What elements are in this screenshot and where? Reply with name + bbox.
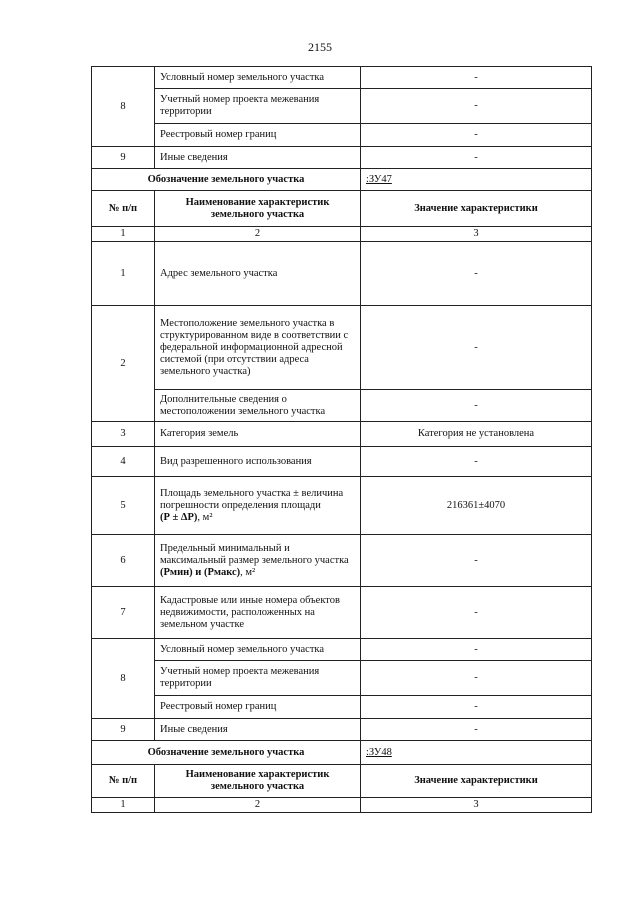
table-row [92,447,592,477]
column-number-row [92,798,592,813]
page-number: 2155 [308,40,332,54]
characteristic-name: Иные сведения [155,147,361,169]
table-row [92,67,592,89]
row-number: 1 [92,242,155,306]
characteristic-value: - [361,719,592,741]
row-number: 7 [92,587,155,639]
characteristic-value: - [361,587,592,639]
col-number: 3 [361,798,592,813]
characteristic-name: Учетный номер проекта межевания территории [155,89,361,124]
characteristic-value: - [361,696,592,719]
row-number: 9 [92,147,155,169]
plot-code: :ЗУ47 [366,173,392,185]
table-row [92,306,592,390]
characteristic-value: - [361,639,592,661]
plot-designation-row [92,169,592,191]
characteristic-value: - [361,124,592,147]
col-header-name: Наименование характеристик земельного участка [155,191,361,227]
column-header-row [92,765,592,798]
characteristic-name: Условный номер земельного участка [155,67,361,89]
table-row [92,124,592,147]
table-row [92,477,592,535]
col-number: 1 [92,798,155,813]
characteristic-name: Вид разрешенного использования [155,447,361,477]
plot-designation-code [361,169,592,191]
plot-designation-label: Обозначение земельного участка [92,169,361,191]
characteristic-value: - [361,147,592,169]
unit-label: , м² [240,566,256,578]
characteristic-value: - [361,89,592,124]
characteristic-name: Учетный номер проекта межевания территории [155,661,361,696]
characteristic-value: - [361,242,592,306]
characteristic-value: - [361,447,592,477]
table-row [92,587,592,639]
col-header-name: Наименование характеристик земельного участка [155,765,361,798]
column-number-row [92,227,592,242]
col-header-value: Значение характеристики [361,191,592,227]
row-number: 8 [92,67,155,147]
table-row [92,242,592,306]
row-number: 6 [92,535,155,587]
plot-designation-code [361,741,592,765]
unit-label: , м² [197,511,213,523]
col-number: 2 [155,227,361,242]
col-number: 2 [155,798,361,813]
characteristic-name: Местоположение земельного участка в структурированном виде в соответствии с федеральной информационной адресной системой (при отсутствии адреса земельного участка) [155,306,361,390]
row-number: 3 [92,422,155,447]
row-number: 2 [92,306,155,422]
col-header-number: № п/п [92,191,155,227]
col-number: 1 [92,227,155,242]
plot-designation-label: Обозначение земельного участка [92,741,361,765]
row-number: 9 [92,719,155,741]
table-row [92,422,592,447]
table-row [92,147,592,169]
characteristic-value: 216361±4070 [361,477,592,535]
land-plot-table [91,66,592,813]
characteristic-text: Предельный минимальный и максимальный размер земельного участка [160,542,349,566]
row-number: 4 [92,447,155,477]
table-row [92,696,592,719]
characteristic-name: Иные сведения [155,719,361,741]
table-row [92,639,592,661]
characteristic-value: Категория не установлена [361,422,592,447]
table-row [92,390,592,422]
characteristic-value: - [361,535,592,587]
col-number: 3 [361,227,592,242]
characteristic-name: Реестровый номер границ [155,124,361,147]
table-row [92,89,592,124]
col-header-value: Значение характеристики [361,765,592,798]
characteristic-value: - [361,390,592,422]
characteristic-value: - [361,306,592,390]
characteristic-name: Условный номер земельного участка [155,639,361,661]
plot-designation-row [92,741,592,765]
characteristic-name: Кадастровые или иные номера объектов недвижимости, расположенных на земельном участке [155,587,361,639]
col-header-number: № п/п [92,765,155,798]
column-header-row [92,191,592,227]
characteristic-value: - [361,67,592,89]
row-number: 5 [92,477,155,535]
characteristic-name [155,535,361,587]
table-row [92,535,592,587]
row-number: 8 [92,639,155,719]
formula-bold: (Р ± ΔР) [160,511,198,523]
table-row [92,661,592,696]
table-row [92,719,592,741]
characteristic-text: Площадь земельного участка ± величина погрешности определения площади [160,487,344,511]
plot-code: :ЗУ48 [366,746,392,758]
characteristic-name: Категория земель [155,422,361,447]
characteristic-value: - [361,661,592,696]
formula-bold: (Рмин) и (Рмакс) [160,566,241,578]
characteristic-name: Реестровый номер границ [155,696,361,719]
characteristic-name: Адрес земельного участка [155,242,361,306]
characteristic-name: Дополнительные сведения о местоположении земельного участка [155,390,361,422]
characteristic-name [155,477,361,535]
